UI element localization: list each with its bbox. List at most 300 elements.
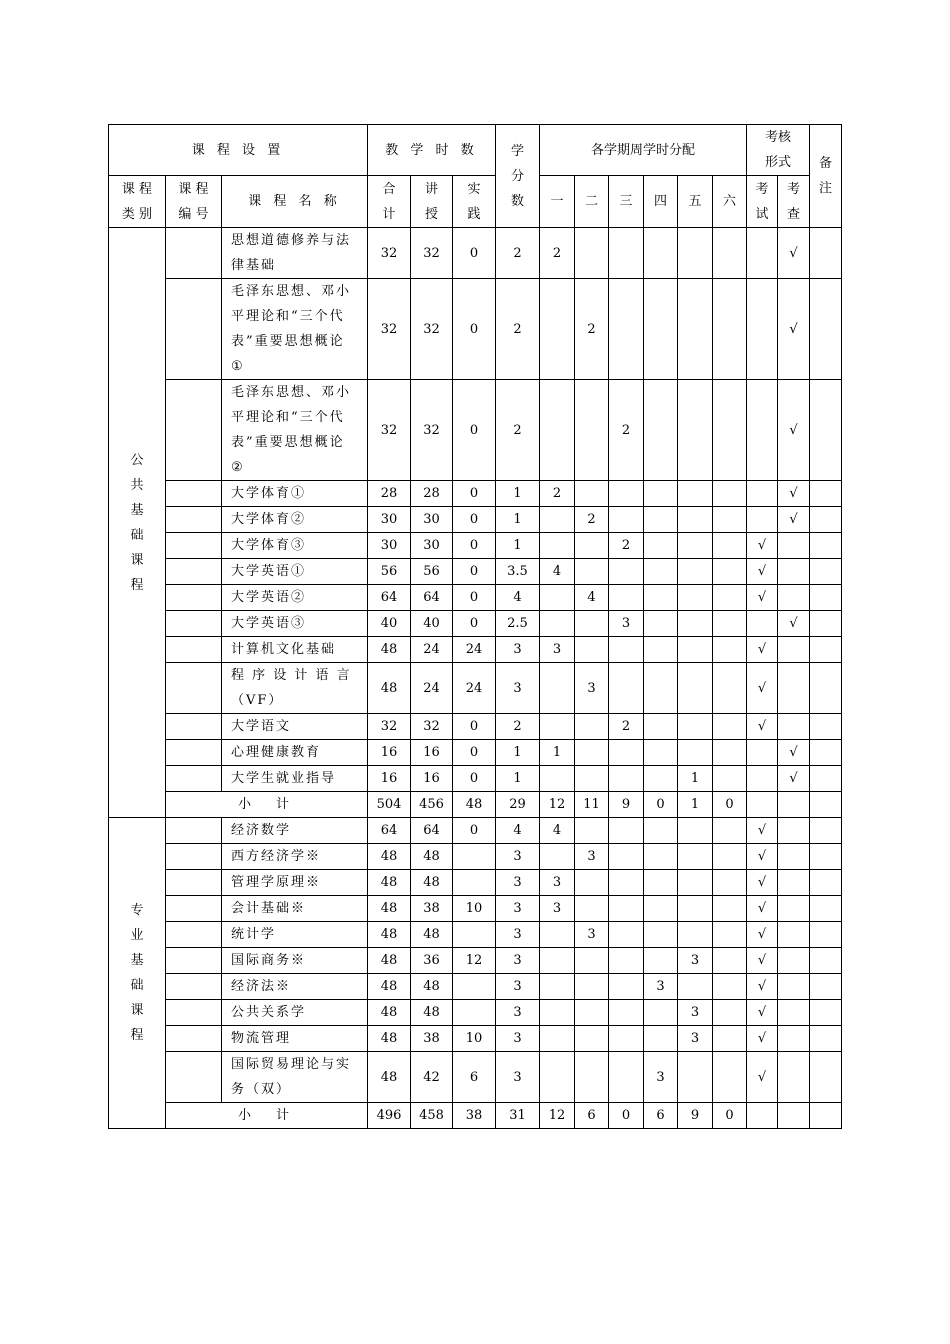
semester-hours <box>575 766 609 792</box>
semester-hours: 2 <box>609 533 644 559</box>
course-code <box>166 766 222 792</box>
check-mark <box>778 896 810 922</box>
hours-lecture: 56 <box>411 559 453 585</box>
hours-practice: 0 <box>453 559 496 585</box>
course-name <box>222 507 368 533</box>
course-code <box>166 896 222 922</box>
course-name-line: 计算机文化基础 <box>231 642 337 657</box>
course-name-line: 大学英语① <box>231 564 307 579</box>
exam-mark: √ <box>747 714 778 740</box>
semester-hours <box>713 896 747 922</box>
semester-hours <box>609 974 644 1000</box>
semester-hours <box>713 714 747 740</box>
course-name-line: ② <box>231 460 245 475</box>
remarks-cell <box>810 585 842 611</box>
hours-lecture: 48 <box>411 974 453 1000</box>
check-mark <box>778 948 810 974</box>
header-category <box>109 176 166 228</box>
semester-hours <box>713 1000 747 1026</box>
category-char: 课 <box>130 1003 144 1018</box>
hours-total: 28 <box>368 481 411 507</box>
exam-mark: √ <box>747 1026 778 1052</box>
check-mark <box>778 714 810 740</box>
table-row <box>109 974 842 1000</box>
course-code <box>166 611 222 637</box>
table-row <box>109 380 842 481</box>
course-name <box>222 766 368 792</box>
table-row <box>109 663 842 714</box>
remarks-cell <box>810 922 842 948</box>
course-code <box>166 637 222 663</box>
header-total-line1: 合 <box>382 181 396 197</box>
table-row <box>109 766 842 792</box>
curriculum-table <box>108 124 842 1129</box>
hours-total: 64 <box>368 818 411 844</box>
hours-total: 48 <box>368 922 411 948</box>
semester-hours <box>678 279 713 380</box>
course-code <box>166 559 222 585</box>
hours-lecture: 64 <box>411 818 453 844</box>
semester-hours: 4 <box>540 559 575 585</box>
semester-hours <box>678 507 713 533</box>
hours-total: 32 <box>368 279 411 380</box>
category-char: 基 <box>130 502 144 518</box>
table-row <box>109 818 842 844</box>
semester-hours <box>609 896 644 922</box>
credits: 3 <box>496 974 540 1000</box>
semester-hours <box>713 585 747 611</box>
course-name-line: 西方经济学※ <box>231 849 322 864</box>
exam-mark <box>747 611 778 637</box>
semester-hours <box>644 507 678 533</box>
subtotal-row <box>109 1103 842 1129</box>
check-mark <box>778 533 810 559</box>
semester-hours <box>575 1052 609 1103</box>
hours-total: 40 <box>368 611 411 637</box>
exam-mark: √ <box>747 896 778 922</box>
hours-total: 48 <box>368 1026 411 1052</box>
header-category-line2: 类 别 <box>121 206 153 222</box>
course-name <box>222 740 368 766</box>
header-category-line1: 课 程 <box>121 181 153 197</box>
hours-practice: 0 <box>453 507 496 533</box>
subtotal-remarks <box>810 1103 842 1129</box>
header-check-line2: 查 <box>786 206 800 222</box>
course-name-line: 思想道德修养与法 <box>231 233 352 248</box>
subtotal-semester-hours: 11 <box>575 792 609 818</box>
hours-practice <box>453 844 496 870</box>
semester-hours <box>540 380 575 481</box>
subtotal-credits: 31 <box>496 1103 540 1129</box>
header-exam-line2: 试 <box>755 206 769 222</box>
subtotal-semester-hours: 1 <box>678 792 713 818</box>
semester-hours: 4 <box>540 818 575 844</box>
semester-hours <box>644 559 678 585</box>
semester-hours <box>540 974 575 1000</box>
semester-hours <box>575 948 609 974</box>
credits: 2.5 <box>496 611 540 637</box>
course-code <box>166 974 222 1000</box>
exam-mark: √ <box>747 533 778 559</box>
hours-lecture: 32 <box>411 714 453 740</box>
semester-hours <box>609 922 644 948</box>
header-assessment <box>747 125 810 176</box>
semester-hours: 3 <box>540 870 575 896</box>
semester-hours <box>678 974 713 1000</box>
course-name-line: 毛泽东思想、邓小 <box>231 385 352 400</box>
remarks-cell <box>810 481 842 507</box>
semester-hours <box>713 481 747 507</box>
check-mark <box>778 1052 810 1103</box>
semester-hours <box>609 637 644 663</box>
credits: 1 <box>496 766 540 792</box>
check-mark: √ <box>778 380 810 481</box>
semester-hours <box>713 766 747 792</box>
semester-hours <box>540 585 575 611</box>
table-row <box>109 740 842 766</box>
hours-practice: 0 <box>453 766 496 792</box>
semester-hours <box>644 948 678 974</box>
semester-hours: 3 <box>644 1052 678 1103</box>
semester-hours <box>644 279 678 380</box>
semester-hours <box>540 1026 575 1052</box>
check-mark <box>778 844 810 870</box>
credits: 4 <box>496 818 540 844</box>
hours-total: 48 <box>368 1052 411 1103</box>
exam-mark <box>747 507 778 533</box>
semester-hours <box>713 740 747 766</box>
header-check-line1: 考 <box>786 181 800 197</box>
remarks-cell <box>810 1052 842 1103</box>
table-row <box>109 1026 842 1052</box>
category-char: 础 <box>130 978 144 993</box>
subtotal-total: 496 <box>368 1103 411 1129</box>
semester-hours <box>713 559 747 585</box>
semester-hours <box>644 818 678 844</box>
header-credits-line3: 数 <box>510 193 524 209</box>
course-code <box>166 922 222 948</box>
course-code <box>166 279 222 380</box>
semester-hours <box>540 507 575 533</box>
table-row <box>109 637 842 663</box>
credits: 3 <box>496 663 540 714</box>
hours-lecture: 24 <box>411 637 453 663</box>
check-mark: √ <box>778 611 810 637</box>
course-code <box>166 663 222 714</box>
semester-hours <box>644 844 678 870</box>
subtotal-label: 小 计 <box>166 792 368 818</box>
semester-hours <box>540 611 575 637</box>
course-name-line: （VF） <box>231 693 284 708</box>
remarks-cell <box>810 663 842 714</box>
course-name-line: 经济数学 <box>231 823 292 838</box>
header-remarks-line2: 注 <box>818 181 832 196</box>
header-semester-2: 二 <box>575 176 609 228</box>
semester-hours <box>644 533 678 559</box>
semester-hours <box>713 870 747 896</box>
check-mark <box>778 663 810 714</box>
course-name-line: 公共关系学 <box>231 1005 307 1020</box>
remarks-cell <box>810 1026 842 1052</box>
semester-hours <box>575 974 609 1000</box>
hours-total: 48 <box>368 637 411 663</box>
semester-hours <box>575 533 609 559</box>
credits: 3.5 <box>496 559 540 585</box>
header-lecture-line2: 授 <box>424 206 438 222</box>
semester-hours <box>609 844 644 870</box>
check-mark <box>778 974 810 1000</box>
semester-hours <box>575 714 609 740</box>
course-name-line: 大学体育② <box>231 512 307 527</box>
course-name-line: 大学生就业指导 <box>231 771 337 786</box>
semester-hours <box>575 1026 609 1052</box>
table-row <box>109 1052 842 1103</box>
header-practice-line2: 践 <box>467 206 481 222</box>
hours-total: 56 <box>368 559 411 585</box>
hours-practice: 24 <box>453 637 496 663</box>
table-row <box>109 1000 842 1026</box>
check-mark: √ <box>778 507 810 533</box>
hours-total: 32 <box>368 714 411 740</box>
exam-mark: √ <box>747 948 778 974</box>
course-name <box>222 533 368 559</box>
check-mark <box>778 1026 810 1052</box>
header-lecture <box>411 176 453 228</box>
remarks-cell <box>810 611 842 637</box>
hours-total: 48 <box>368 974 411 1000</box>
course-name <box>222 1000 368 1026</box>
remarks-cell <box>810 896 842 922</box>
credits: 3 <box>496 896 540 922</box>
table-row <box>109 585 842 611</box>
credits: 2 <box>496 380 540 481</box>
semester-hours <box>678 922 713 948</box>
semester-hours <box>644 740 678 766</box>
course-name <box>222 714 368 740</box>
subtotal-semester-hours: 0 <box>609 1103 644 1129</box>
remarks-cell <box>810 1000 842 1026</box>
hours-total: 48 <box>368 844 411 870</box>
category-cell <box>109 818 166 1129</box>
hours-total: 30 <box>368 507 411 533</box>
table-row <box>109 611 842 637</box>
semester-hours: 3 <box>678 1026 713 1052</box>
hours-lecture: 30 <box>411 507 453 533</box>
semester-hours <box>540 1000 575 1026</box>
remarks-cell <box>810 948 842 974</box>
hours-lecture: 24 <box>411 663 453 714</box>
remarks-cell <box>810 279 842 380</box>
semester-hours <box>609 1052 644 1103</box>
course-name-line: 大学语文 <box>231 719 292 734</box>
semester-hours <box>644 1026 678 1052</box>
exam-mark: √ <box>747 818 778 844</box>
semester-hours <box>609 948 644 974</box>
course-name <box>222 844 368 870</box>
semester-hours: 2 <box>575 507 609 533</box>
check-mark <box>778 637 810 663</box>
header-practice <box>453 176 496 228</box>
hours-practice: 0 <box>453 714 496 740</box>
semester-hours <box>713 844 747 870</box>
hours-practice <box>453 974 496 1000</box>
semester-hours <box>713 380 747 481</box>
subtotal-credits: 29 <box>496 792 540 818</box>
remarks-cell <box>810 507 842 533</box>
header-credits <box>496 125 540 228</box>
semester-hours <box>575 870 609 896</box>
course-code <box>166 1052 222 1103</box>
semester-hours <box>575 380 609 481</box>
semester-hours <box>540 533 575 559</box>
semester-hours: 2 <box>540 481 575 507</box>
semester-hours: 2 <box>540 228 575 279</box>
course-code <box>166 948 222 974</box>
header-remarks <box>810 125 842 228</box>
course-name <box>222 1052 368 1103</box>
header-code-line1: 课 程 <box>178 181 209 197</box>
exam-mark <box>747 380 778 481</box>
credits: 3 <box>496 844 540 870</box>
subtotal-remarks <box>810 792 842 818</box>
remarks-cell <box>810 714 842 740</box>
semester-hours <box>644 481 678 507</box>
hours-total: 48 <box>368 948 411 974</box>
hours-practice: 24 <box>453 663 496 714</box>
subtotal-row <box>109 792 842 818</box>
check-mark <box>778 870 810 896</box>
subtotal-semester-hours: 6 <box>575 1103 609 1129</box>
semester-hours <box>644 1000 678 1026</box>
semester-hours: 3 <box>540 896 575 922</box>
course-name-line: 程 序 设 计 语 言 <box>231 668 352 683</box>
exam-mark <box>747 228 778 279</box>
course-name <box>222 380 368 481</box>
semester-hours <box>713 922 747 948</box>
table-row <box>109 922 842 948</box>
semester-hours <box>575 896 609 922</box>
hours-lecture: 38 <box>411 1026 453 1052</box>
header-assessment-line2: 形式 <box>764 155 791 170</box>
semester-hours <box>678 740 713 766</box>
hours-lecture: 40 <box>411 611 453 637</box>
header-exam <box>747 176 778 228</box>
course-name <box>222 481 368 507</box>
header-semester-3: 三 <box>609 176 644 228</box>
semester-hours: 3 <box>540 637 575 663</box>
semester-hours: 3 <box>575 663 609 714</box>
course-name <box>222 896 368 922</box>
hours-practice <box>453 1000 496 1026</box>
semester-hours <box>678 844 713 870</box>
remarks-cell <box>810 766 842 792</box>
hours-total: 48 <box>368 1000 411 1026</box>
semester-hours <box>609 663 644 714</box>
semester-hours: 1 <box>678 766 713 792</box>
course-name-line: 统计学 <box>231 927 277 942</box>
course-code <box>166 740 222 766</box>
semester-hours <box>575 559 609 585</box>
semester-hours <box>575 1000 609 1026</box>
semester-hours <box>575 481 609 507</box>
semester-hours <box>609 870 644 896</box>
semester-hours: 2 <box>609 380 644 481</box>
semester-hours <box>644 228 678 279</box>
hours-lecture: 36 <box>411 948 453 974</box>
remarks-cell <box>810 740 842 766</box>
subtotal-exam <box>747 1103 778 1129</box>
subtotal-semester-hours: 9 <box>678 1103 713 1129</box>
semester-hours <box>540 1052 575 1103</box>
hours-lecture: 32 <box>411 380 453 481</box>
credits: 1 <box>496 507 540 533</box>
hours-total: 32 <box>368 228 411 279</box>
course-name <box>222 559 368 585</box>
course-name-line: 表”重要思想概论 <box>231 435 345 450</box>
credits: 2 <box>496 279 540 380</box>
semester-hours <box>678 818 713 844</box>
subtotal-check <box>778 792 810 818</box>
semester-hours <box>678 611 713 637</box>
semester-hours <box>644 766 678 792</box>
remarks-cell <box>810 637 842 663</box>
course-name <box>222 818 368 844</box>
semester-hours <box>713 1052 747 1103</box>
credits: 3 <box>496 948 540 974</box>
hours-total: 30 <box>368 533 411 559</box>
hours-practice: 0 <box>453 740 496 766</box>
check-mark: √ <box>778 279 810 380</box>
subtotal-check <box>778 1103 810 1129</box>
subtotal-semester-hours: 6 <box>644 1103 678 1129</box>
header-semester-1: 一 <box>540 176 575 228</box>
check-mark <box>778 585 810 611</box>
header-assessment-line1: 考核 <box>764 130 791 145</box>
hours-lecture: 48 <box>411 1000 453 1026</box>
semester-hours <box>678 228 713 279</box>
credits: 1 <box>496 533 540 559</box>
credits: 3 <box>496 1026 540 1052</box>
semester-hours <box>575 637 609 663</box>
subtotal-semester-hours: 9 <box>609 792 644 818</box>
table-row <box>109 559 842 585</box>
category-char: 公 <box>130 452 144 468</box>
semester-hours <box>678 1052 713 1103</box>
semester-hours <box>713 948 747 974</box>
hours-practice: 0 <box>453 380 496 481</box>
subtotal-semester-hours: 0 <box>713 1103 747 1129</box>
semester-hours <box>540 279 575 380</box>
course-name <box>222 279 368 380</box>
semester-hours: 1 <box>540 740 575 766</box>
course-code <box>166 380 222 481</box>
exam-mark: √ <box>747 974 778 1000</box>
credits: 2 <box>496 228 540 279</box>
header-semester-4: 四 <box>644 176 678 228</box>
semester-hours: 3 <box>678 1000 713 1026</box>
course-name-line: 物流管理 <box>231 1031 292 1046</box>
credits: 1 <box>496 481 540 507</box>
course-name-line: ① <box>231 359 245 374</box>
header-total <box>368 176 411 228</box>
semester-hours: 4 <box>575 585 609 611</box>
semester-hours <box>540 922 575 948</box>
category-char: 程 <box>130 577 144 593</box>
course-code <box>166 1000 222 1026</box>
semester-hours <box>678 870 713 896</box>
semester-hours: 3 <box>575 922 609 948</box>
course-name <box>222 663 368 714</box>
